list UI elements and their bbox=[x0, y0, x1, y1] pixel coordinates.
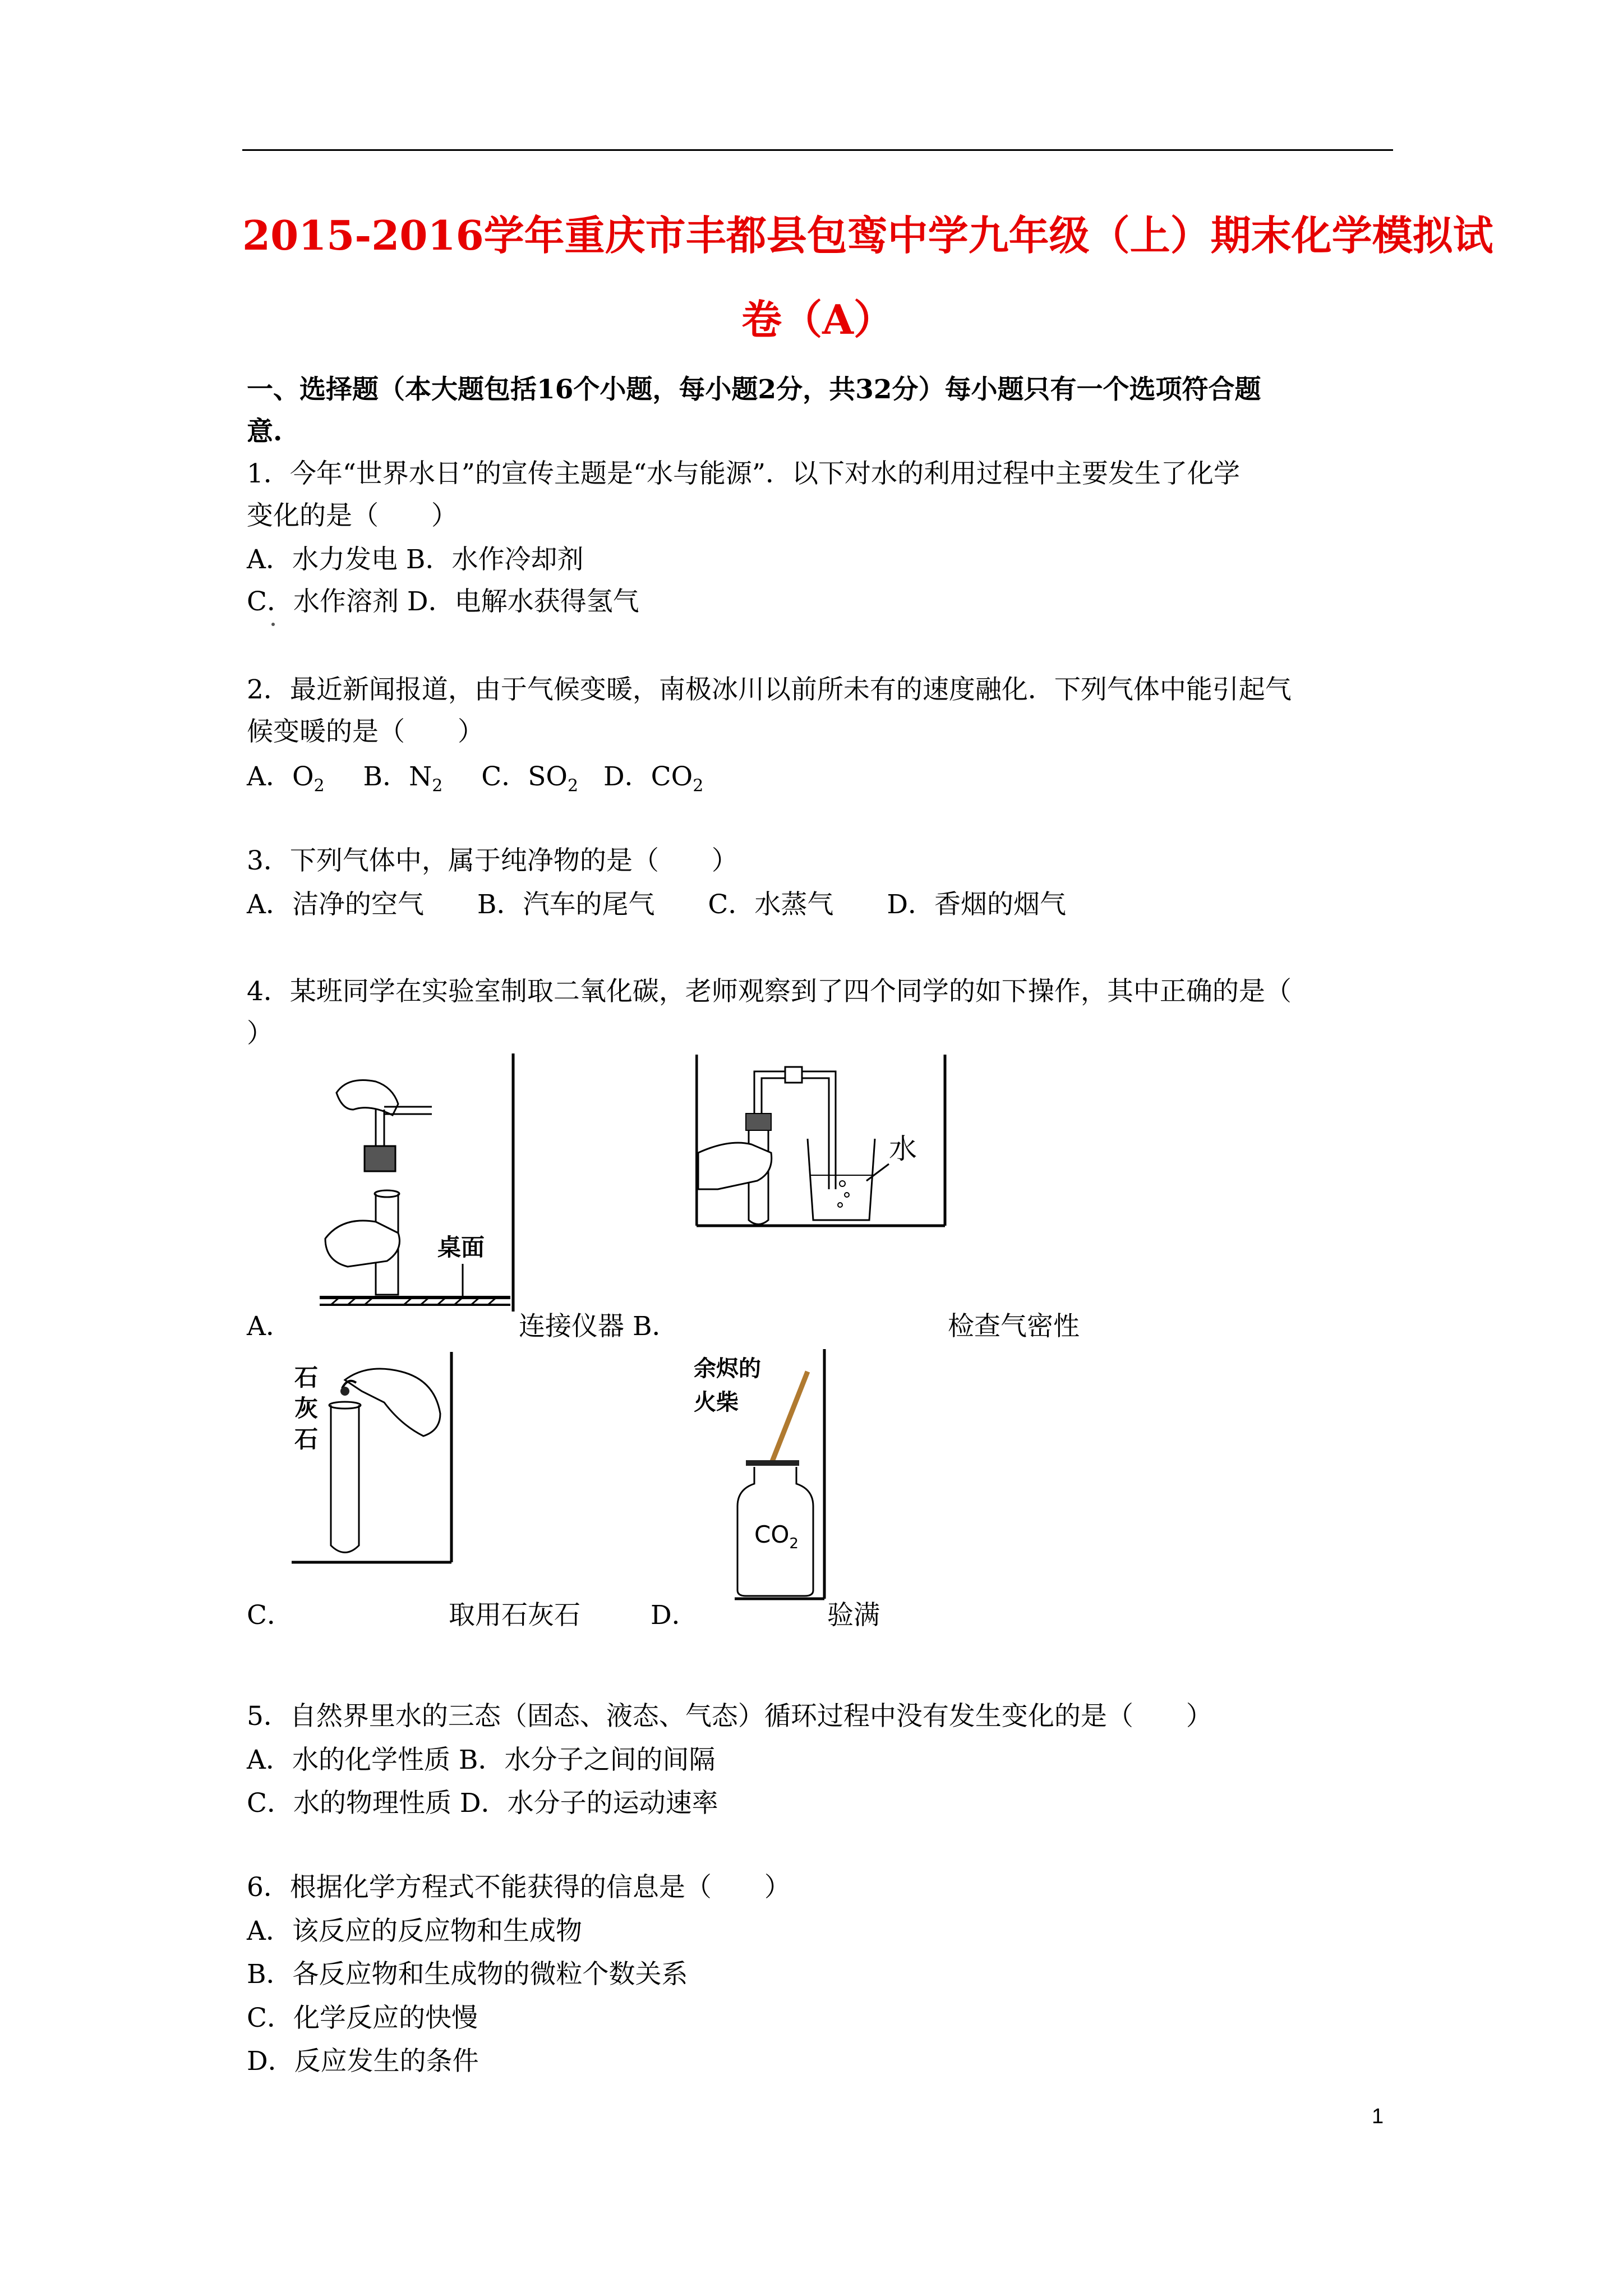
svg-text:石: 石 bbox=[294, 1364, 319, 1391]
page-number: 1 bbox=[1372, 2105, 1384, 2128]
q3-option-b: B．汽车的尾气 bbox=[477, 889, 655, 920]
q1-option-c: C．水作溶剂 bbox=[247, 586, 399, 617]
q3-option-d: D．香烟的烟气 bbox=[887, 889, 1067, 920]
q1-option-b: B．水作冷却剂 bbox=[405, 544, 584, 575]
q4-caption-a: 连接仪器 bbox=[519, 1311, 624, 1342]
q5-option-c: C．水的物理性质 bbox=[247, 1788, 451, 1819]
q1-option-a: A．水力发电 bbox=[247, 544, 398, 575]
q5-options-row1 bbox=[247, 1743, 715, 1777]
q5-option-d: D．水分子的运动速率 bbox=[459, 1788, 718, 1819]
svg-text:石: 石 bbox=[294, 1425, 319, 1453]
exam-title-line1: 2015-2016学年重庆市丰都县包鸾中学九年级（上）期末化学模拟试 bbox=[242, 211, 1493, 259]
q1-stem-line2: 变化的是（ ） bbox=[247, 500, 458, 531]
q1-option-d: D．电解水获得氢气 bbox=[407, 586, 639, 617]
q2-stem-line2: 候变暖的是（ ） bbox=[247, 716, 484, 747]
q3-stem: 3．下列气体中，属于纯净物的是（ ） bbox=[247, 845, 738, 876]
section-heading-line1: 一、选择题（本大题包括16个小题，每小题2分，共32分）每小题只有一个选项符合题 bbox=[247, 374, 1261, 405]
q4-option-d: D． bbox=[651, 1600, 698, 1631]
q4-caption-b: 检查气密性 bbox=[948, 1311, 1080, 1342]
q2-stem-line1: 2．最近新闻报道，由于气候变暖，南极冰川以前所未有的速度融化．下列气体中能引起气 bbox=[247, 674, 1292, 705]
q6-option-c: C．化学反应的快慢 bbox=[247, 2003, 478, 2033]
stray-dot bbox=[271, 623, 275, 626]
q2-option-b: B．$N_2$ bbox=[363, 761, 443, 796]
q2-option-c: C．$SO_2$ bbox=[481, 761, 579, 796]
section-heading-line2: 意. bbox=[247, 416, 283, 447]
q4-option-c: C． bbox=[247, 1600, 293, 1631]
q4-caption-c: 取用石灰石 bbox=[449, 1600, 580, 1631]
q1-stem-line1: 1．今年“世界水日”的宣传主题是“水与能源”．以下对水的利用过程中主要发生了化学 bbox=[247, 458, 1241, 489]
q5-stem: 5．自然界里水的三态（固态、液态、气态）循环过程中没有发生变化的是（ ） bbox=[247, 1701, 1212, 1732]
figure-connect-apparatus bbox=[314, 1053, 516, 1312]
q4-stem-line2: ） bbox=[247, 1018, 273, 1049]
q3-option-c: C．水蒸气 bbox=[708, 889, 834, 920]
q2-option-d: D．$CO_2$ bbox=[603, 761, 704, 796]
q1-options-row2 bbox=[247, 585, 639, 619]
q4-stem-line1: 4．某班同学在实验室制取二氧化碳，老师观察到了四个同学的如下操作，其中正确的是（ bbox=[247, 976, 1292, 1007]
figure-test-full bbox=[693, 1349, 827, 1602]
q4-option-b: B． bbox=[633, 1311, 679, 1342]
q6-option-a: A．该反应的反应物和生成物 bbox=[247, 1916, 582, 1947]
q3-option-a: A．洁净的空气 bbox=[247, 889, 424, 920]
figure-take-limestone bbox=[289, 1352, 457, 1565]
q1-options-row1 bbox=[247, 543, 583, 577]
co2-label: $CO_2$ bbox=[754, 1521, 799, 1552]
water-label: 水 bbox=[889, 1133, 917, 1165]
svg-text:余烬的: 余烬的 bbox=[694, 1356, 761, 1382]
exam-title-line2: 卷（A） bbox=[741, 296, 894, 343]
q6-option-d: D．反应发生的条件 bbox=[247, 2046, 479, 2077]
q4-option-a: A． bbox=[247, 1311, 292, 1342]
header-rule bbox=[242, 149, 1393, 151]
q6-stem: 6．根据化学方程式不能获得的信息是（ ） bbox=[247, 1872, 791, 1903]
svg-text:灰: 灰 bbox=[294, 1395, 319, 1422]
q5-option-a: A．水的化学性质 bbox=[247, 1745, 450, 1775]
q3-options-row bbox=[247, 888, 1066, 922]
figure-check-airtightness bbox=[695, 1055, 948, 1228]
q4-caption-d: 验满 bbox=[827, 1600, 880, 1631]
q5-options-row2 bbox=[247, 1787, 718, 1820]
q2-options-row bbox=[247, 760, 703, 803]
table-label: 桌面 bbox=[437, 1234, 485, 1261]
q6-option-b: B．各反应物和生成物的微粒个数关系 bbox=[247, 1959, 688, 1990]
q2-option-a: A．$O_2$ bbox=[247, 761, 325, 796]
q5-option-b: B．水分子之间的间隔 bbox=[458, 1745, 716, 1775]
svg-text:火柴: 火柴 bbox=[694, 1389, 739, 1415]
